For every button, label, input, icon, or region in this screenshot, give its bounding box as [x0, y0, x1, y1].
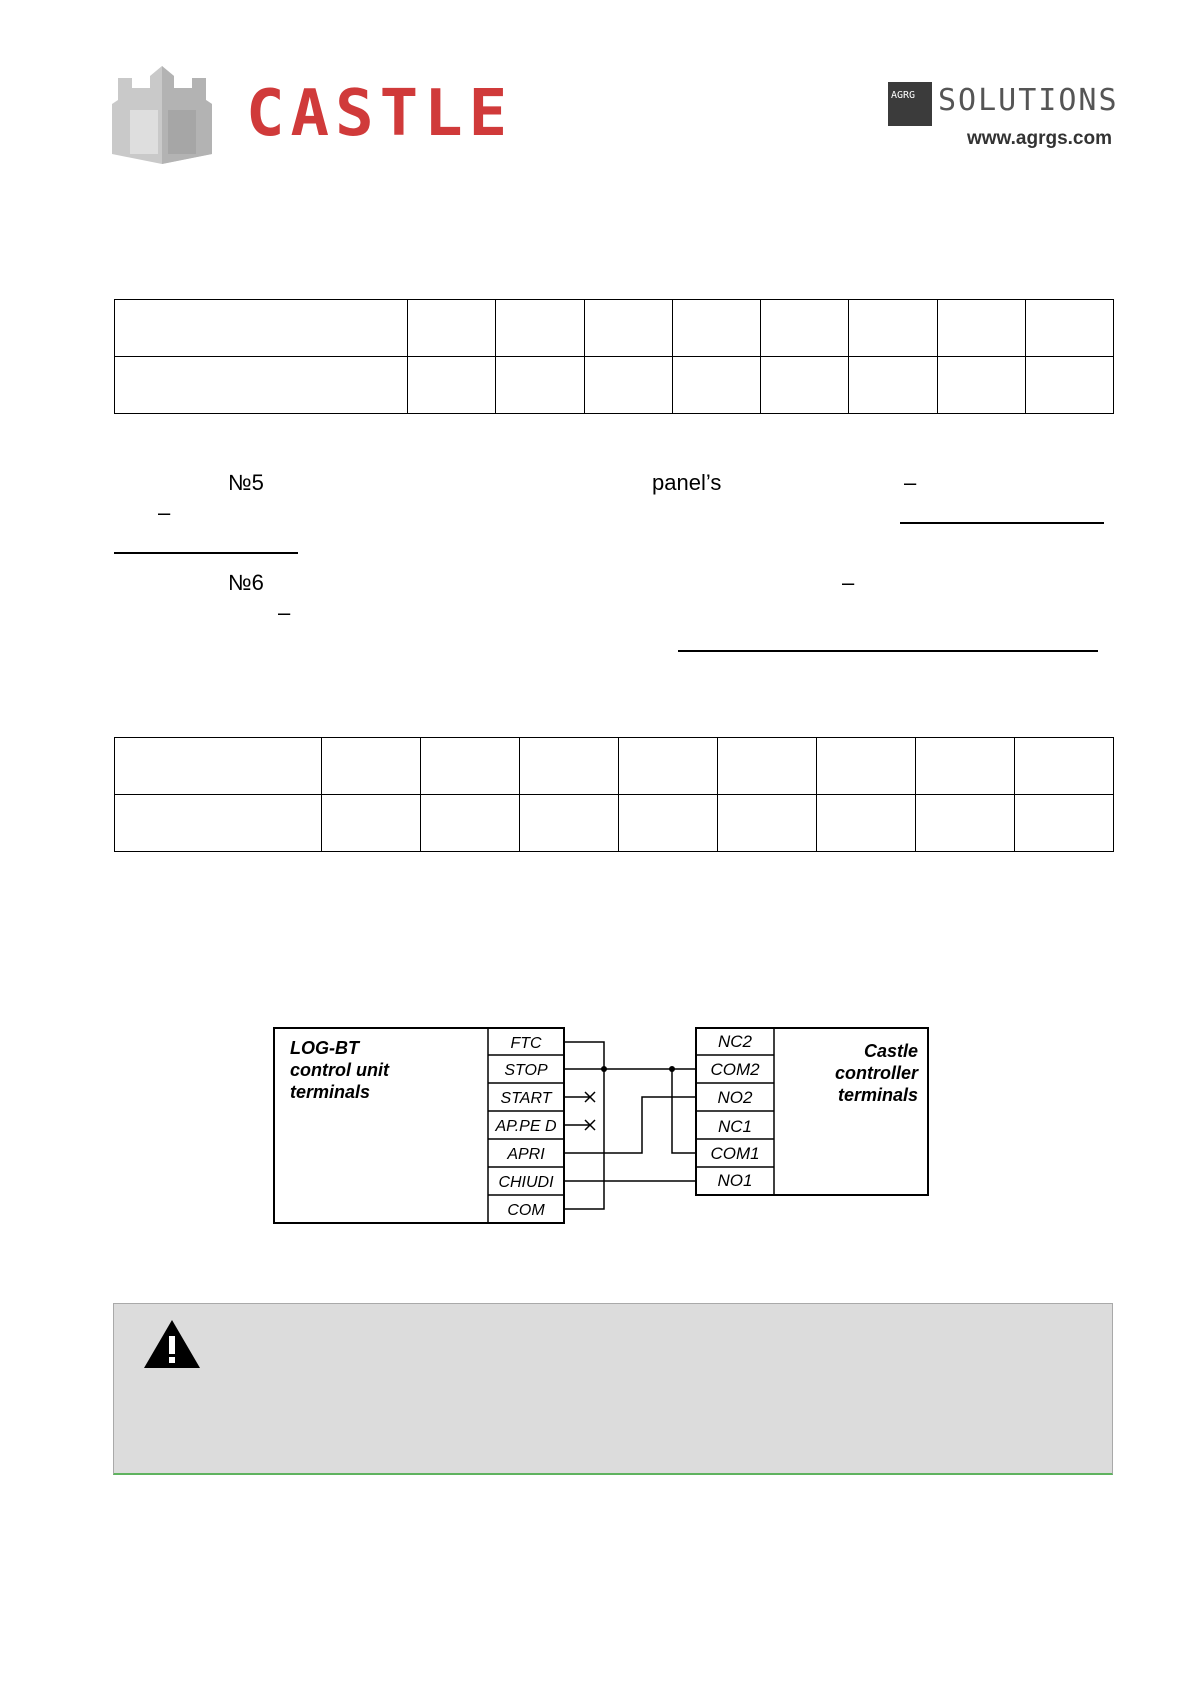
- log-bt-subtitle: terminals: [290, 1082, 371, 1102]
- table-cell: [619, 738, 718, 795]
- terminal-label: STOP: [504, 1062, 548, 1079]
- table-cell: [916, 795, 1015, 852]
- underline-rule: [114, 552, 298, 554]
- terminal-label: COM2: [710, 1060, 760, 1079]
- table-cell: [1015, 795, 1114, 852]
- table-cell: [718, 795, 817, 852]
- underline-rule: [678, 650, 1098, 652]
- table-cell: [322, 738, 421, 795]
- table-cell: [115, 300, 408, 357]
- terminal-label: COM1: [710, 1144, 760, 1163]
- wire-junction: [669, 1066, 675, 1072]
- castle-controller-subtitle: terminals: [837, 1085, 918, 1105]
- terminal-label: NC2: [717, 1032, 753, 1051]
- table-cell: [408, 357, 496, 414]
- warning-note-box: [113, 1303, 1113, 1475]
- table-cell: [115, 738, 322, 795]
- paragraph-1-panel-word: panel’s: [652, 470, 722, 495]
- table-cell: [115, 795, 322, 852]
- table-cell: [520, 738, 619, 795]
- terminal-table-1: [114, 299, 1114, 414]
- agrg-badge-text: AGRG: [891, 90, 916, 101]
- table-cell: [421, 738, 520, 795]
- castle-wordmark: CASTLE: [246, 77, 514, 151]
- table-cell: [672, 357, 760, 414]
- table-cell: [817, 795, 916, 852]
- table-cell: [761, 300, 849, 357]
- table-cell: [1025, 357, 1113, 414]
- wiring-diagram: [272, 1025, 932, 1225]
- table-cell: [1025, 300, 1113, 357]
- partner-url: www.agrgs.com: [967, 128, 1112, 149]
- table-cell: [584, 300, 672, 357]
- log-bt-title: LOG-BT: [290, 1038, 359, 1058]
- warning-triangle-icon: [142, 1318, 202, 1370]
- solutions-wordmark: SOLUTIONS: [938, 83, 1119, 118]
- table-cell: [496, 357, 584, 414]
- castle-controller-title: Castle: [863, 1041, 918, 1061]
- table-cell: [761, 357, 849, 414]
- table-cell: [672, 300, 760, 357]
- table-row: [115, 300, 1114, 357]
- paragraph-2-dash: –: [842, 570, 855, 595]
- table-cell: [937, 357, 1025, 414]
- paragraph-2-dash: –: [278, 600, 291, 625]
- table-cell: [584, 357, 672, 414]
- table-cell: [520, 795, 619, 852]
- terminal-label: APRI: [507, 1146, 545, 1163]
- terminal-label: CHIUDI: [498, 1174, 554, 1191]
- table-cell: [619, 795, 718, 852]
- paragraph-1-number: №5: [228, 470, 264, 495]
- terminal-label: FTC: [510, 1035, 542, 1052]
- table-cell: [718, 738, 817, 795]
- table-row: [115, 357, 1114, 414]
- table-cell: [916, 738, 1015, 795]
- paragraph-1-dash: –: [904, 470, 917, 495]
- table-cell: [817, 738, 916, 795]
- table-row: [115, 738, 1114, 795]
- terminal-label: START: [500, 1090, 552, 1107]
- paragraph-1-dash: –: [158, 500, 171, 525]
- underline-rule: [900, 522, 1104, 524]
- table-cell: [115, 357, 408, 414]
- paragraph-2-number: №6: [228, 570, 264, 595]
- log-bt-subtitle: control unit: [290, 1060, 389, 1080]
- agrg-logo-badge: [888, 82, 932, 126]
- terminal-label: NO1: [717, 1171, 753, 1190]
- terminal-label: NO2: [717, 1088, 753, 1107]
- terminal-label: COM: [507, 1202, 545, 1219]
- castle-tower-logo: [112, 66, 212, 164]
- table-row: [115, 795, 1114, 852]
- wire-connections: [564, 1042, 696, 1209]
- table-cell: [322, 795, 421, 852]
- table-cell: [421, 795, 520, 852]
- terminal-table-2: [114, 737, 1114, 852]
- table-cell: [937, 300, 1025, 357]
- table-cell: [849, 300, 937, 357]
- castle-controller-subtitle: controller: [834, 1063, 918, 1083]
- wire-junction: [601, 1066, 607, 1072]
- table-cell: [408, 300, 496, 357]
- table-cell: [1015, 738, 1114, 795]
- terminal-label: NC1: [717, 1117, 753, 1136]
- table-cell: [496, 300, 584, 357]
- terminal-label: AP.PE D: [495, 1118, 557, 1135]
- table-cell: [849, 357, 937, 414]
